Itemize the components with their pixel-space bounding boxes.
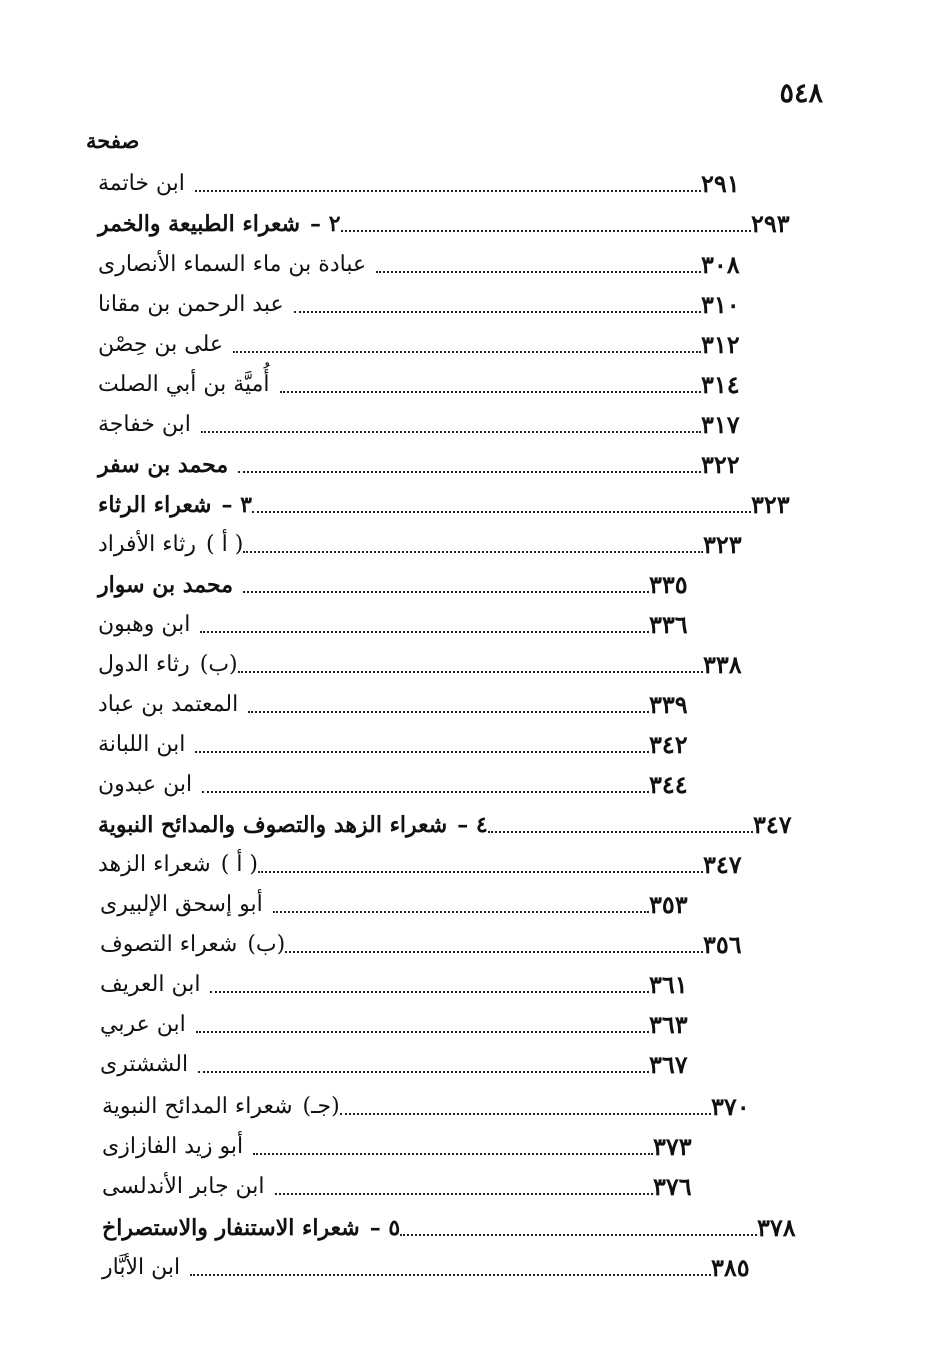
dot-leader xyxy=(376,271,701,273)
entry-marker: ( أ ) xyxy=(206,532,244,557)
entry-title xyxy=(86,611,200,639)
dot-leader xyxy=(198,1071,649,1073)
toc-entry xyxy=(86,403,777,439)
entry-title xyxy=(86,451,238,479)
toc-entry xyxy=(86,723,725,759)
entry-page-number: ٣٠٨ xyxy=(701,250,740,279)
entry-text: شعراء الزهد والتصوف والمدائح النبوية xyxy=(98,812,448,838)
dot-leader xyxy=(488,831,753,833)
entry-marker: ٢ – xyxy=(310,211,341,237)
entry-page-number: ٣٦٧ xyxy=(649,1050,688,1079)
entry-title xyxy=(90,1254,190,1282)
dot-leader xyxy=(400,1234,757,1236)
entry-text: عبد الرحمن بن مقانا xyxy=(98,292,284,317)
entry-title xyxy=(88,931,285,959)
dot-leader xyxy=(243,551,703,553)
toc-entry xyxy=(88,1003,725,1039)
toc-entry xyxy=(90,1085,787,1121)
entry-marker: (جـ) xyxy=(302,1094,340,1119)
entry-title xyxy=(88,891,273,919)
entry-text: على بن حِصْن xyxy=(98,332,224,357)
toc-entry xyxy=(88,883,725,919)
entry-text: شعراء الرثاء xyxy=(98,492,212,518)
toc-entry xyxy=(90,1165,729,1201)
entry-page-number: ٣٧٠ xyxy=(711,1092,750,1121)
dot-leader xyxy=(210,991,649,993)
entry-title xyxy=(86,731,195,759)
entry-page-number: ٣٤٢ xyxy=(649,730,688,759)
entry-title xyxy=(90,1214,400,1242)
entry-page-number: ٣٧٦ xyxy=(653,1172,692,1201)
dot-leader xyxy=(243,591,649,593)
entry-page-number: ٢٩١ xyxy=(701,169,740,198)
entry-text: محمد بن سفر xyxy=(98,452,229,478)
entry-text: أبو زيد الفازازى xyxy=(102,1134,244,1159)
entry-text: ابن خاتمة xyxy=(98,171,185,196)
page-number: ٥٤٨ xyxy=(779,78,823,109)
entry-text: ابن العريف xyxy=(100,972,201,997)
entry-title xyxy=(88,1011,196,1039)
toc-entry xyxy=(86,603,725,639)
dot-leader xyxy=(238,471,701,473)
toc-entry xyxy=(88,1043,725,1079)
entry-title xyxy=(90,1133,253,1161)
entry-page-number: ٣٣٦ xyxy=(649,610,688,639)
entry-page-number: ٣٣٨ xyxy=(703,650,742,679)
dot-leader xyxy=(233,351,701,353)
entry-page-number: ٣٧٨ xyxy=(757,1213,796,1242)
entry-title xyxy=(86,651,238,679)
toc-entry xyxy=(90,1206,833,1242)
entry-page-number: ٣٥٣ xyxy=(649,890,688,919)
dot-leader xyxy=(190,1274,711,1276)
entry-text: شعراء المدائح النبوية xyxy=(102,1094,293,1119)
toc-entry xyxy=(86,683,725,719)
dot-leader xyxy=(275,1193,653,1195)
entry-title xyxy=(86,371,280,399)
entry-text: ابن الأبَّار xyxy=(102,1255,181,1280)
entry-text: ابن اللبانة xyxy=(98,732,186,757)
entry-title xyxy=(86,811,488,839)
toc-entry xyxy=(86,162,777,198)
entry-page-number: ٣٣٩ xyxy=(649,690,688,719)
entry-text: رثاء الأفراد xyxy=(98,532,197,557)
entry-marker: (ب) xyxy=(199,652,238,677)
entry-text: ابن عربي xyxy=(100,1012,186,1037)
toc-entry xyxy=(86,523,779,559)
entry-text: شعراء الزهد xyxy=(98,852,211,877)
toc-entry xyxy=(86,323,777,359)
entry-text: محمد بن سوار xyxy=(98,572,233,598)
entry-title xyxy=(86,851,258,879)
dot-leader xyxy=(280,391,701,393)
dot-leader xyxy=(340,1113,711,1115)
entry-page-number: ٣٧٣ xyxy=(653,1132,692,1161)
toc-entry xyxy=(86,563,725,599)
entry-title xyxy=(88,971,210,999)
entry-title xyxy=(86,331,233,359)
dot-leader xyxy=(196,1031,649,1033)
dot-leader xyxy=(253,1153,653,1155)
toc-entry xyxy=(86,803,829,839)
dot-leader xyxy=(248,711,649,713)
entry-page-number: ٢٩٣ xyxy=(751,209,790,238)
entry-title xyxy=(86,170,195,198)
entry-marker: ٥ – xyxy=(369,1215,401,1241)
entry-title xyxy=(86,491,252,519)
dot-leader xyxy=(285,951,703,953)
entry-text: شعراء الطبيعة والخمر xyxy=(98,211,301,237)
entry-marker: ٣ – xyxy=(221,492,252,518)
entry-marker: (ب) xyxy=(247,932,286,957)
entry-text: ابن خفاجة xyxy=(98,412,191,437)
entry-text: الششترى xyxy=(100,1052,189,1077)
entry-page-number: ٣١٠ xyxy=(701,290,740,319)
entry-title xyxy=(86,531,243,559)
entry-marker: ٤ – xyxy=(457,812,488,838)
entry-text: المعتمد بن عباد xyxy=(98,692,239,717)
toc-entry xyxy=(90,1246,787,1282)
entry-page-number: ٣١٤ xyxy=(701,370,740,399)
entry-text: ابن جابر الأندلسى xyxy=(102,1174,265,1199)
toc-entry xyxy=(86,243,777,279)
dot-leader xyxy=(258,871,703,873)
entry-title xyxy=(86,771,202,799)
entry-marker: ( أ ) xyxy=(220,852,259,877)
entry-page-number: ٣١٧ xyxy=(701,410,740,439)
entry-text: عبادة بن ماء السماء الأنصارى xyxy=(98,252,367,277)
entry-page-number: ٣١٢ xyxy=(701,330,740,359)
entry-page-number: ٣٤٧ xyxy=(753,810,792,839)
entry-title xyxy=(86,251,376,279)
dot-leader xyxy=(273,911,649,913)
entry-page-number: ٣٦١ xyxy=(649,970,688,999)
entry-title xyxy=(86,291,294,319)
entry-text: رثاء الدول xyxy=(98,652,190,677)
entry-page-number: ٣٦٣ xyxy=(649,1010,688,1039)
dot-leader xyxy=(341,230,751,232)
entry-page-number: ٣٢٣ xyxy=(751,490,790,519)
toc-entry xyxy=(86,483,827,519)
dot-leader xyxy=(202,791,649,793)
entry-page-number: ٣٤٧ xyxy=(703,850,742,879)
toc-entry xyxy=(88,923,779,959)
entry-page-number: ٣٣٥ xyxy=(649,570,688,599)
entry-page-number: ٣٨٥ xyxy=(711,1253,750,1282)
dot-leader xyxy=(294,311,701,313)
entry-page-number: ٣٢٢ xyxy=(701,450,740,479)
entry-title xyxy=(90,1093,340,1121)
toc-entry xyxy=(86,363,777,399)
dot-leader xyxy=(252,511,751,513)
entry-title xyxy=(86,571,243,599)
entry-text: شعراء التصوف xyxy=(100,932,238,957)
entry-title xyxy=(90,1173,275,1201)
dot-leader xyxy=(195,190,701,192)
entry-text: أبو إسحق الإلبيرى xyxy=(100,892,263,917)
dot-leader xyxy=(200,631,649,633)
toc-entry xyxy=(86,283,777,319)
toc-entry xyxy=(86,443,777,479)
entry-text: ابن وهبون xyxy=(98,612,191,637)
toc-entry xyxy=(86,643,779,679)
entry-title xyxy=(88,1051,198,1079)
dot-leader xyxy=(201,431,701,433)
entry-text: ابن عبدون xyxy=(98,772,193,797)
toc-entry xyxy=(86,763,725,799)
dot-leader xyxy=(195,751,649,753)
entry-title xyxy=(86,210,341,238)
entry-text: أُميَّة بن أبي الصلت xyxy=(98,372,270,397)
entry-title xyxy=(86,691,248,719)
entry-text: شعراء الاستنفار والاستصراخ xyxy=(102,1215,360,1241)
toc-entry xyxy=(90,1125,729,1161)
page-column-label: صفحة xyxy=(86,128,140,153)
entry-page-number: ٣٢٣ xyxy=(703,530,742,559)
toc-entry xyxy=(86,202,827,238)
dot-leader xyxy=(238,671,703,673)
toc-entry xyxy=(86,843,779,879)
entry-page-number: ٣٤٤ xyxy=(649,770,688,799)
entry-title xyxy=(86,411,201,439)
toc-entry xyxy=(88,963,725,999)
entry-page-number: ٣٥٦ xyxy=(703,930,742,959)
